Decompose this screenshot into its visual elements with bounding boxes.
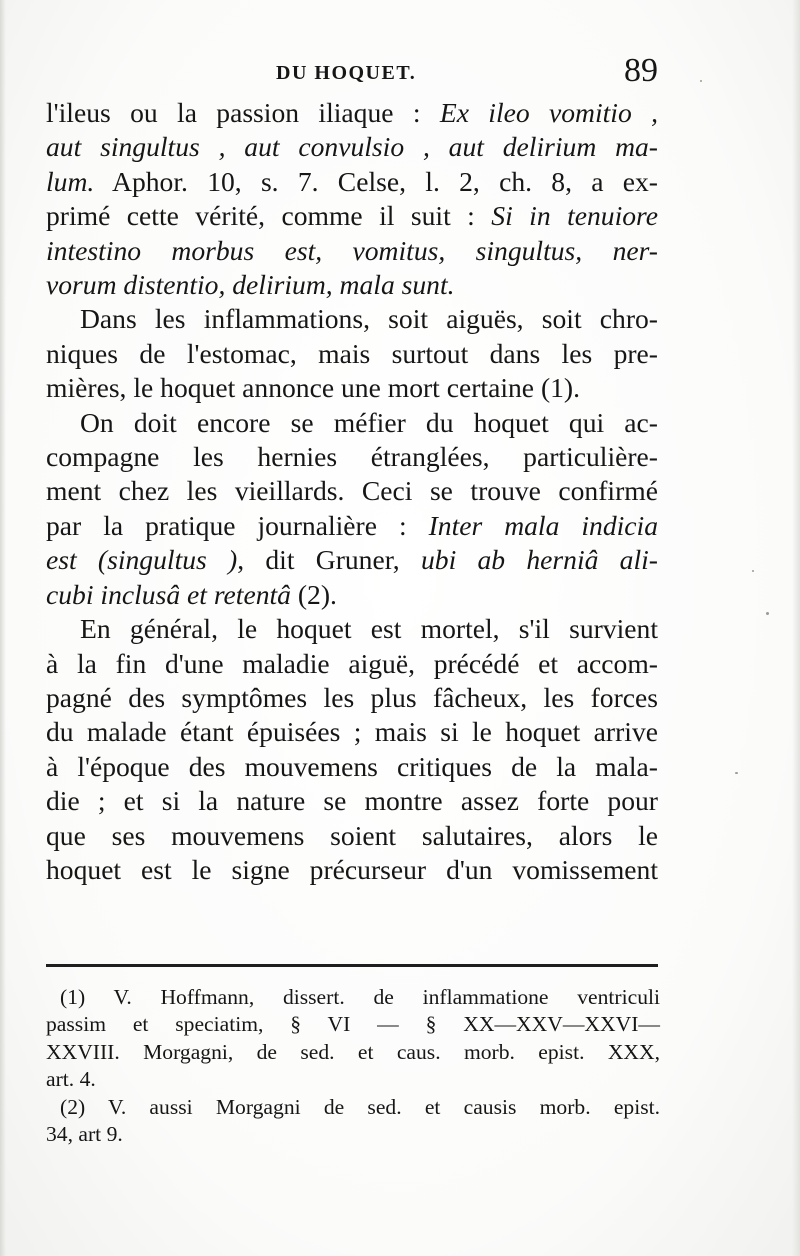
text-line xyxy=(46,165,658,199)
footnote-line: art. 4. xyxy=(46,1067,96,1092)
paragraph xyxy=(46,302,658,405)
italic-run: lum. xyxy=(46,165,95,197)
scan-speck xyxy=(700,80,702,82)
text-line xyxy=(46,96,658,130)
text-line xyxy=(46,819,658,853)
footnote-line: passim et speciatim, § VI — § XX—XXV—XXVI— xyxy=(46,1012,660,1037)
text-run: hoquet est le signe précurseur d'un vomissement xyxy=(46,853,658,885)
text-run: On doit encore se méfier du hoquet qui ac- xyxy=(80,406,658,438)
page-number: 89 xyxy=(624,52,658,89)
text-run: que ses mouvemens soient salutaires, alors le xyxy=(46,819,658,851)
italic-run: vorum distentio, delirium, mala sunt. xyxy=(46,269,455,301)
text-run: l'ileus ou la passion iliaque : xyxy=(46,97,440,128)
text-run: mières, le hoquet annonce une mort certaine (1). xyxy=(46,372,581,404)
italic-run: cubi inclusâ et retentâ xyxy=(46,578,291,610)
footnote-rule xyxy=(46,964,658,967)
footnote-line: (2) V. aussi Morgagni de sed. et causis morb. epist. xyxy=(60,1094,660,1119)
text-line xyxy=(46,268,658,302)
text-run: à la fin d'une maladie aiguë, précédé et accom- xyxy=(46,647,658,679)
text-line xyxy=(46,234,658,268)
text-line xyxy=(46,130,658,164)
text-run: , dit Gruner, xyxy=(237,544,421,576)
scan-shadow-left xyxy=(0,0,6,1256)
paragraph xyxy=(46,406,658,612)
text-run: niques de l'estomac, mais surtout dans les pre- xyxy=(46,337,658,369)
italic-run: Ex ileo vomitio , xyxy=(439,97,659,128)
text-line xyxy=(46,337,658,371)
text-line xyxy=(46,440,658,474)
text-line xyxy=(46,302,658,336)
text-run: par la pratique journalière : xyxy=(46,509,429,541)
text-run: du malade étant épuisées ; mais si le hoquet arrive xyxy=(46,716,658,748)
text-run: Aphor. 10, s. 7. Celse, l. 2, ch. 8, a ex- xyxy=(94,165,658,197)
text-run: die ; et si la nature se montre assez forte pour xyxy=(46,785,658,817)
text-line xyxy=(46,509,658,543)
footnote-line: 34, art 9. xyxy=(46,1122,123,1147)
text-run: compagne les hernies étranglées, particulière- xyxy=(46,441,658,473)
footnote xyxy=(46,984,660,1094)
footnotes xyxy=(46,984,660,1148)
text-line xyxy=(46,578,658,612)
text-line xyxy=(46,681,658,715)
italic-run: Inter mala indicia xyxy=(428,509,658,541)
italic-run: intestino morbus est, vomitus, singultus, ner- xyxy=(46,234,658,266)
paragraph xyxy=(46,612,658,887)
italic-run: Si in tenuiore xyxy=(491,200,659,232)
italic-run: est (singultus ) xyxy=(46,544,238,576)
text-run: à l'époque des mouvemens critiques de la mala- xyxy=(46,750,658,782)
scan-speck xyxy=(766,612,769,615)
italic-run: aut singultus , aut convulsio , aut delirium ma- xyxy=(46,131,658,163)
scan-speck xyxy=(735,772,738,774)
scan-speck xyxy=(752,570,754,572)
italic-run: ubi ab herniâ ali- xyxy=(420,544,658,576)
text-run: primé cette vérité, comme il suit : xyxy=(46,200,492,232)
page-header xyxy=(48,52,658,96)
text-line xyxy=(46,371,658,405)
text-run: Dans les inflammations, soit aiguës, soit chro- xyxy=(80,303,658,335)
text-run: (2). xyxy=(290,578,337,610)
running-head: DU HOQUET. xyxy=(276,62,417,84)
text-run: ment chez les vieillards. Ceci se trouve confirmé xyxy=(46,475,658,507)
footnote xyxy=(46,1094,660,1149)
text-line xyxy=(46,474,658,508)
scan-shadow-right xyxy=(792,0,800,1256)
text-line xyxy=(46,406,658,440)
text-line xyxy=(46,715,658,749)
text-line xyxy=(46,647,658,681)
body-text xyxy=(46,96,658,887)
text-line xyxy=(46,750,658,784)
text-line xyxy=(46,853,658,887)
paragraph xyxy=(46,96,658,302)
text-line xyxy=(46,543,658,577)
text-line xyxy=(46,612,658,646)
text-run: pagné des symptômes les plus fâcheux, les forces xyxy=(46,681,658,713)
footnote-line: XXVIII. Morgagni, de sed. et caus. morb. epist. XXX, xyxy=(46,1039,660,1064)
footnote-line: (1) V. Hoffmann, dissert. de inflammatione ventriculi xyxy=(60,985,660,1009)
text-line xyxy=(46,784,658,818)
text-run: En général, le hoquet est mortel, s'il survient xyxy=(80,613,658,645)
text-line xyxy=(46,199,658,233)
